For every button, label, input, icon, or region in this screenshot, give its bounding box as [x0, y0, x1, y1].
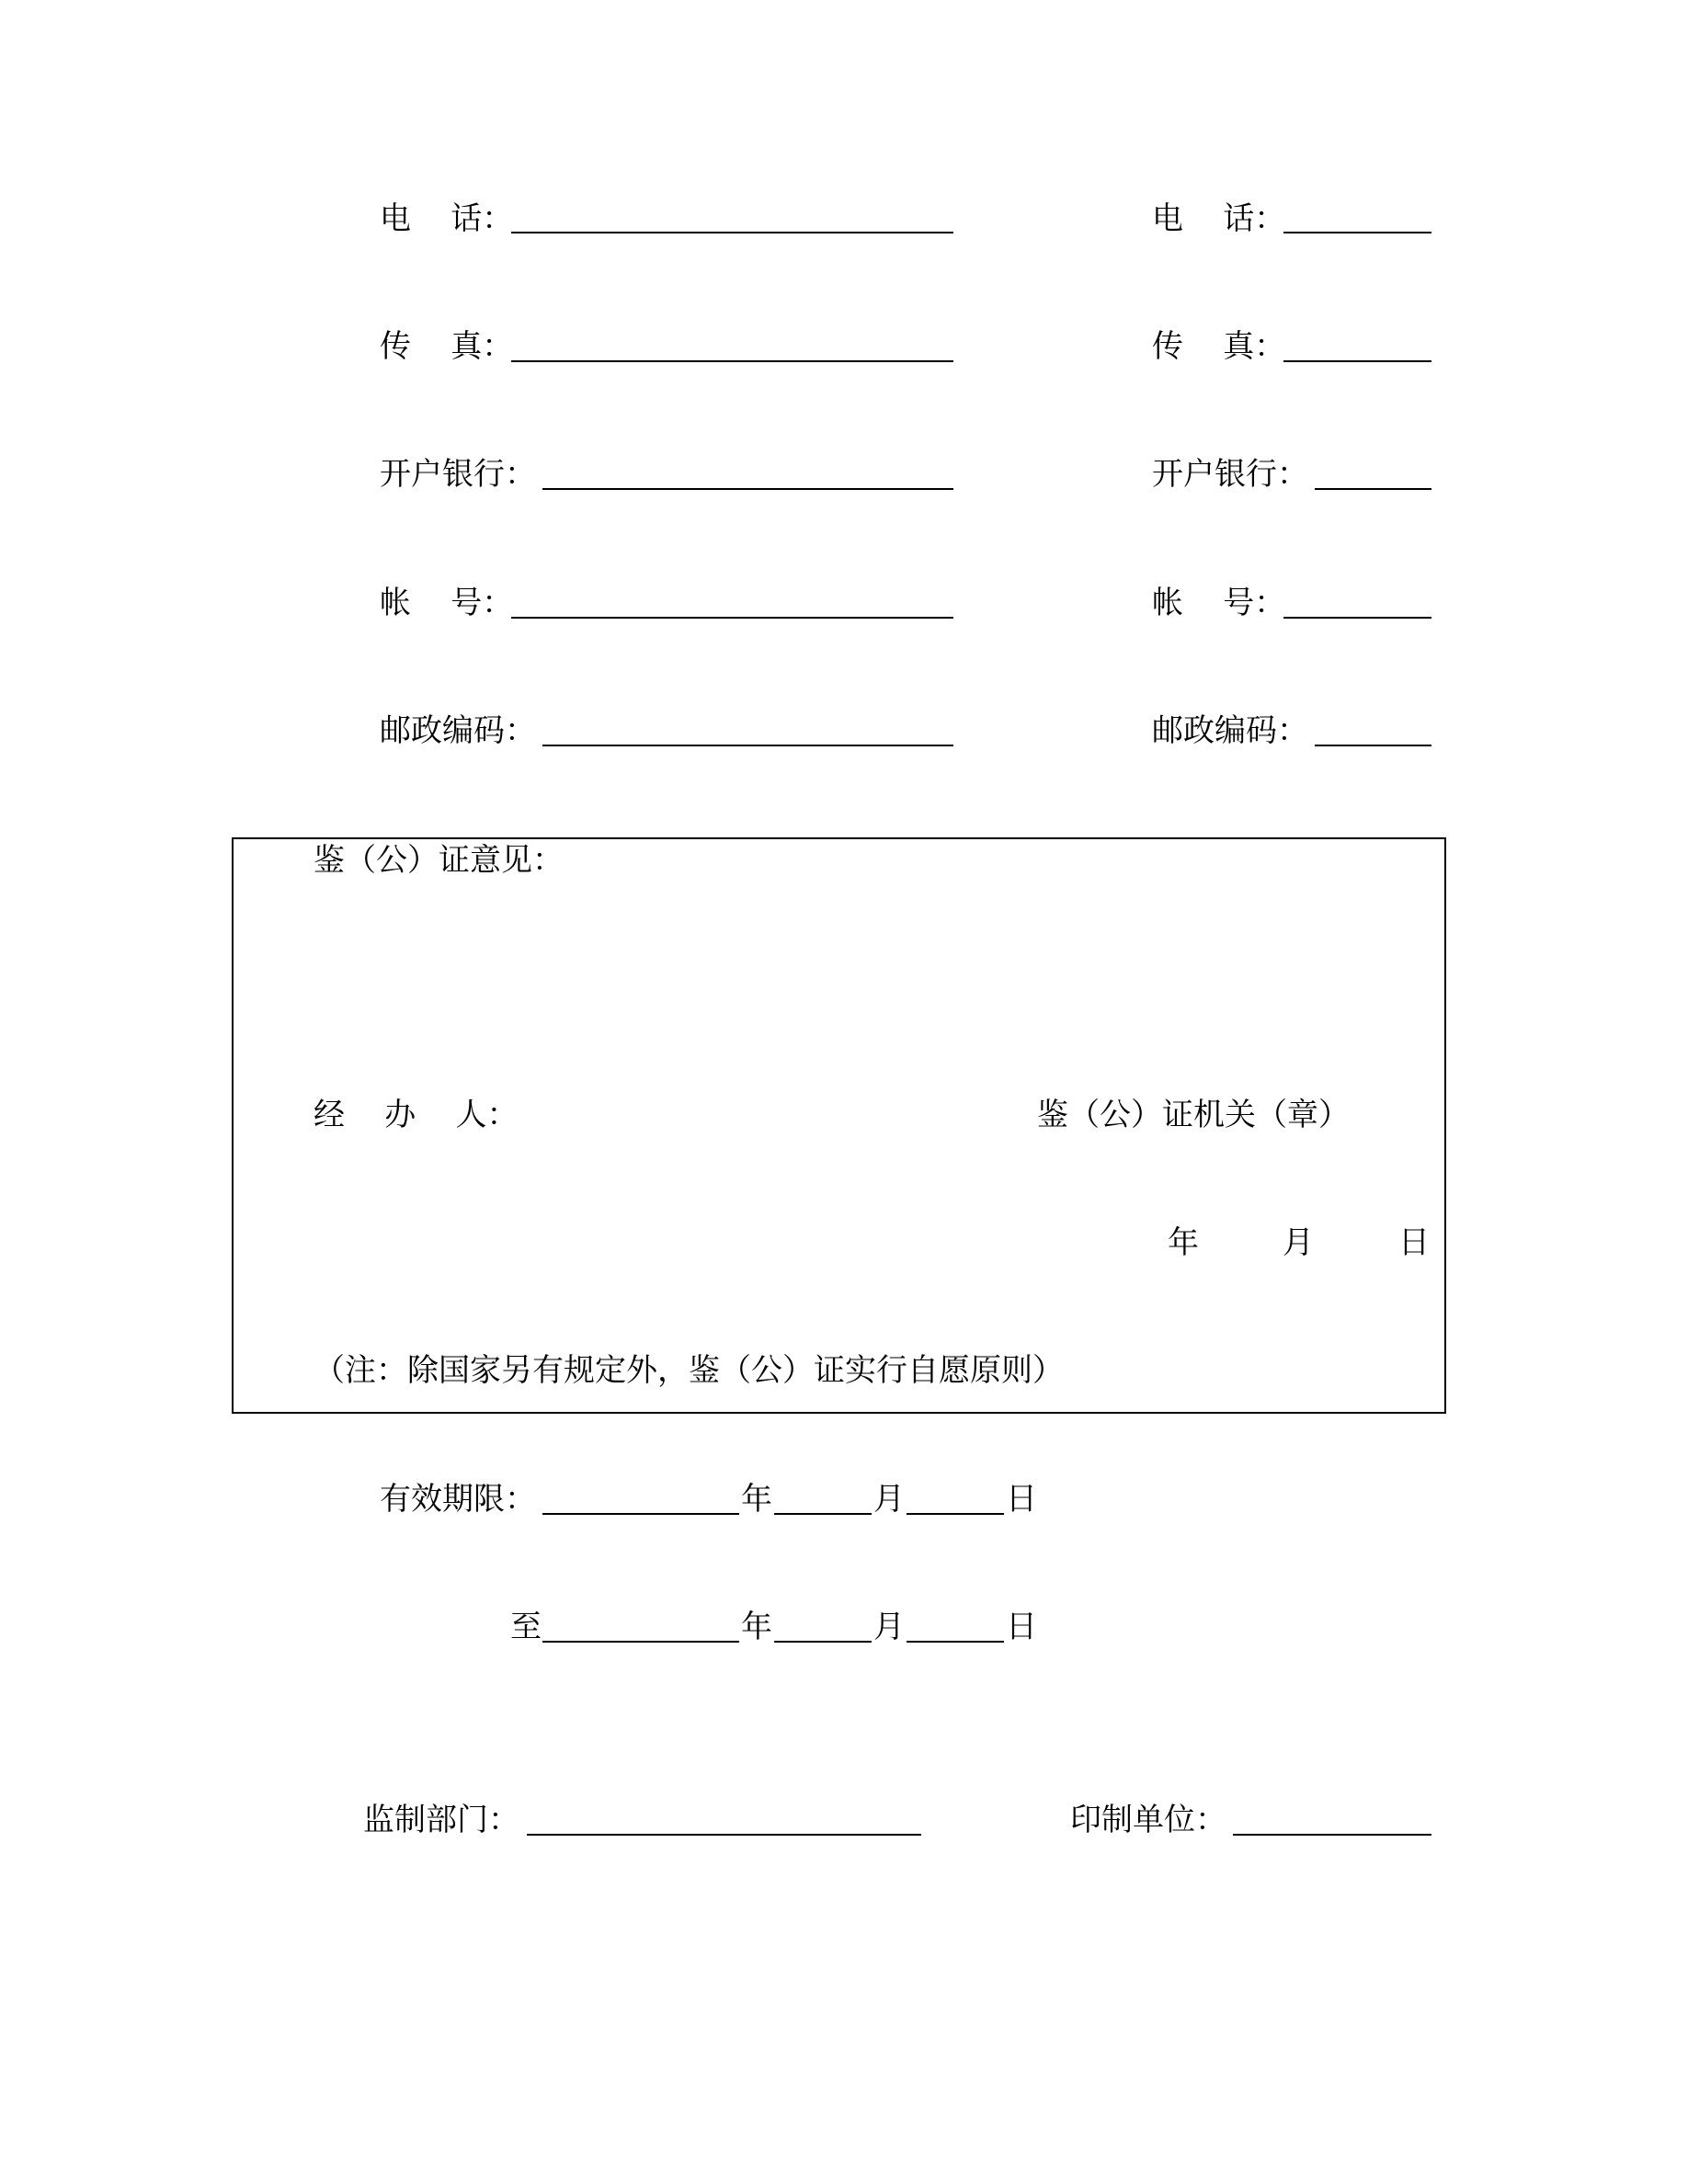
validity-to-month-field[interactable] [774, 1641, 872, 1643]
right-account-field[interactable] [1283, 617, 1431, 619]
left-fax-field[interactable] [511, 360, 953, 362]
validity-to-year-label: 年 [741, 1609, 772, 1645]
authority-seal-label: 鉴（公）证机关（章） [1037, 1097, 1350, 1133]
date-month-label: 月 [1283, 1224, 1314, 1261]
validity-to-month-label: 月 [873, 1609, 905, 1645]
right-fax-label: 传 真： [1152, 328, 1286, 365]
right-fax-field[interactable] [1283, 360, 1431, 362]
right-phone-label: 电 话： [1152, 200, 1286, 237]
validity-to-year-field[interactable] [542, 1641, 739, 1643]
notarization-opinion-label: 鉴（公）证意见： [314, 842, 564, 879]
supervisor-label: 监制部门： [363, 1802, 519, 1838]
printer-field[interactable] [1233, 1834, 1431, 1836]
left-postcode-label: 邮政编码： [380, 712, 536, 749]
left-fax-label: 传 真： [380, 328, 514, 365]
handler-label: 经 办 人： [314, 1097, 519, 1133]
left-bank-field[interactable] [542, 488, 953, 490]
printer-label: 印制单位： [1070, 1802, 1226, 1838]
left-bank-label: 开户银行： [380, 456, 536, 493]
validity-to-day-label: 日 [1006, 1609, 1037, 1645]
validity-label: 有效期限： [380, 1481, 536, 1518]
right-bank-label: 开户银行： [1152, 456, 1308, 493]
supervisor-field[interactable] [527, 1834, 921, 1836]
validity-from-day-field[interactable] [907, 1513, 1004, 1515]
validity-to-label: 至 [510, 1609, 542, 1645]
validity-from-month-field[interactable] [774, 1513, 872, 1515]
right-account-label: 帐 号： [1152, 585, 1286, 621]
validity-from-year-label: 年 [741, 1481, 772, 1518]
left-phone-label: 电 话： [380, 200, 514, 237]
notarization-note: （注：除国家另有规定外，鉴（公）证实行自愿原则） [314, 1352, 1064, 1389]
validity-from-year-field[interactable] [542, 1513, 739, 1515]
left-postcode-field[interactable] [542, 745, 953, 746]
left-account-field[interactable] [511, 617, 953, 619]
right-postcode-label: 邮政编码： [1152, 712, 1308, 749]
validity-from-day-label: 日 [1006, 1481, 1037, 1518]
validity-from-month-label: 月 [873, 1481, 905, 1518]
date-day-label: 日 [1398, 1224, 1430, 1261]
left-account-label: 帐 号： [380, 585, 514, 621]
left-phone-field[interactable] [511, 232, 953, 233]
validity-to-day-field[interactable] [907, 1641, 1004, 1643]
date-year-label: 年 [1168, 1224, 1199, 1261]
right-phone-field[interactable] [1283, 232, 1431, 233]
right-bank-field[interactable] [1315, 488, 1431, 490]
right-postcode-field[interactable] [1315, 745, 1431, 746]
